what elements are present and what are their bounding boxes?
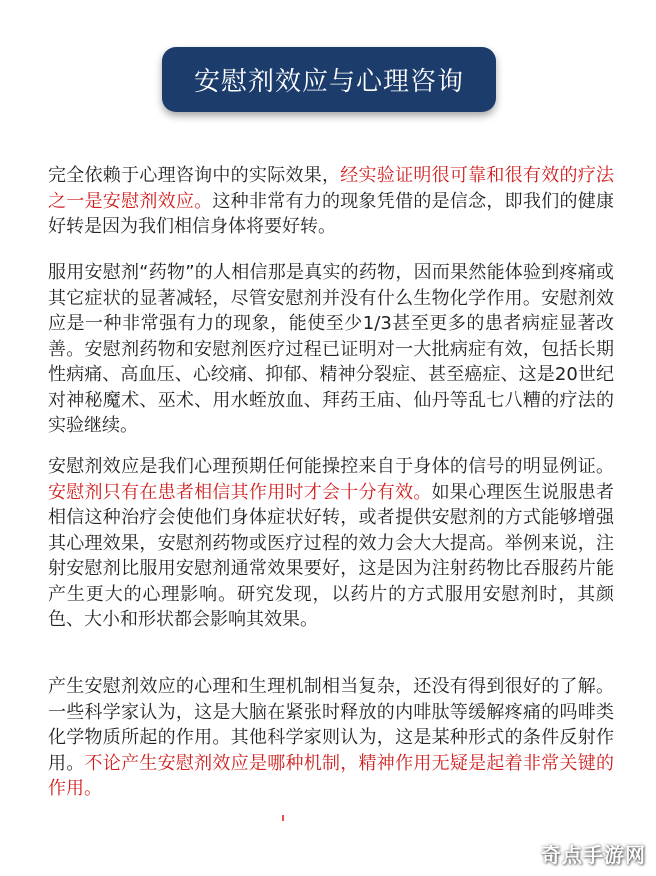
decorative-mark (282, 815, 284, 821)
paragraph-2-segment-1: 服用安慰剂“药物”的人相信那是真实的药物，因而果然能体验到疼痛或其它症状的显著减轻，尽管安慰剂并没有什么生物化学作用。安慰剂效应是一种非常强有力的现象，能使至少1/3甚至更多的患者病症显著改善。安慰剂药物和安慰剂医疗过程已证明对一大批病症有效，包括长期性病痛、高血压、心绞痛、抑郁、精神分裂症、甚至癌症、这是20世纪对神秘魔术、巫术、用水蛭放血、拜药王庙、仙丹等乱七八糟的疗法的实验继续。 (48, 262, 614, 436)
paragraph-3-highlight: 安慰剂只有在患者相信其作用时才会十分有效。 (48, 481, 432, 503)
paragraph-3-segment-2: 如果心理医生说服患者相信这种治疗会使他们身体症状好转，或者提供安慰剂的方式能够增强其心理效果，安慰剂药物或医疗过程的效力会大大提高。举例来说，注射安慰剂比服用安慰剂通常效果要好，这是因为注射药物比吞服药片能产生更大的心理影响。研究发现，以药片的方式服用安慰剂时，其颜色、大小和形状都会影响其效果。 (48, 481, 615, 630)
paragraph-2 (48, 260, 614, 439)
paragraph-3 (48, 454, 614, 633)
paragraph-1 (48, 163, 614, 240)
paragraph-1-highlight: 经实验证明很可靠和很有效的疗法之一是安慰剂效应。 (48, 165, 614, 212)
paragraph-4-highlight: 不论产生安慰剂效应是哪种机制，精神作用无疑是起着非常关键的作用。 (48, 752, 615, 799)
paragraph-4 (48, 674, 614, 802)
page-title: 安慰剂效应与心理咨询 (193, 67, 464, 97)
paragraph-1-segment-1: 完全依赖于心理咨询中的实际效果， (48, 165, 341, 186)
watermark-logo: 奇点手游网 (541, 843, 646, 867)
paragraph-3-segment-1: 安慰剂效应是我们心理预期任何能操控来自于身体的信号的明显例证。 (48, 456, 614, 477)
paragraph-4-segment-1: 产生安慰剂效应的心理和生理机制相当复杂，还没有得到很好的了解。一些科学家认为，这是大脑在紧张时释放的内啡肽等缓解疼痛的吗啡类化学物质所起的作用。其他科学家则认为，这是某种形式的条件反射作用。 (48, 676, 614, 774)
title-banner (162, 47, 496, 112)
paragraph-1-segment-2: 这种非常有力的现象凭借的是信念，即我们的健康好转是因为我们相信身体将要好转。 (48, 190, 615, 237)
